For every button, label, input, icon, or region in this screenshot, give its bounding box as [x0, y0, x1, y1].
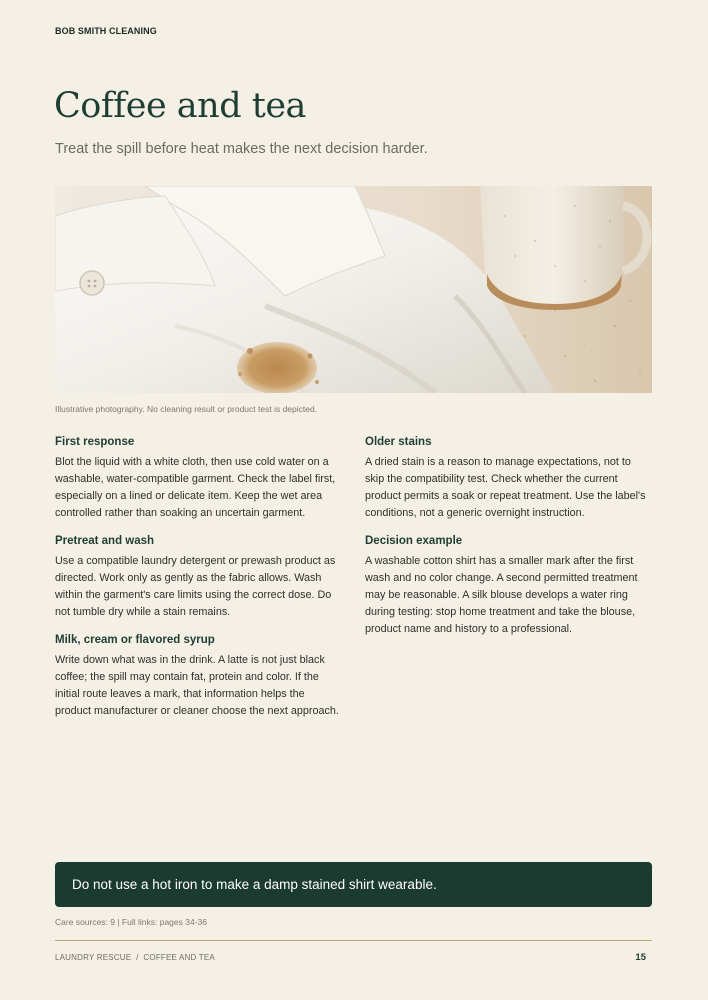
hero-photo	[55, 186, 652, 393]
footer-breadcrumb: LAUNDRY RESCUE / COFFEE AND TEA	[55, 953, 215, 962]
brand-name: BOB SMITH CLEANING	[55, 26, 157, 36]
section-heading-milk: Milk, cream or flavored syrup	[55, 634, 215, 646]
section-body-pretreat: Use a compatible laundry detergent or prewash product as directed. Work only as gently as the fabric allows. Wash within the garment's care limits using the correct dose. Do not tumble dry while a stain remains.	[55, 555, 336, 618]
section-heading-first-response: First response	[55, 436, 135, 448]
page-number: 15	[635, 952, 646, 963]
section-body-older-stains: A dried stain is a reason to manage expectations, not to skip the compatibility test. Check whether the current product permits a soak or repeat treatment. Use the label's conditions, not a generic overnight instruction.	[365, 456, 646, 519]
warning-callout	[55, 862, 652, 907]
right-column	[365, 436, 653, 651]
page-subtitle: Treat the spill before heat makes the next decision harder.	[55, 141, 428, 157]
image-caption: Illustrative photography. No cleaning result or product test is depicted.	[55, 404, 318, 414]
section-body-decision-example: A washable cotton shirt has a smaller mark after the first wash and no color change. A second permitted treatment may be reasonable. A silk blouse develops a water ring during testing: stop home treatment and take the blouse, product name and history to a professional.	[365, 555, 638, 635]
sources-note: Care sources: 9 | Full links: pages 34-36	[55, 917, 207, 927]
section-body-milk: Write down what was in the drink. A latte is not just black coffee; the spill may contain fat, protein and color. If the initial route leaves a mark, that information helps the product manufacturer or cleaner choose the next approach.	[55, 654, 339, 717]
section-heading-older-stains: Older stains	[365, 436, 432, 448]
page-title: Coffee and tea	[54, 86, 306, 126]
section-heading-decision-example: Decision example	[365, 535, 463, 547]
section-body-first-response: Blot the liquid with a white cloth, then use cold water on a washable, water-compatible garment. Check the label first, especially on a lined or delicate item. Keep the wet area controlled rather than soaking an uncertain garment.	[55, 456, 336, 519]
left-column	[55, 436, 343, 733]
footer-divider	[55, 940, 652, 941]
section-heading-pretreat: Pretreat and wash	[55, 535, 155, 547]
callout-text: Do not use a hot iron to make a damp stained shirt wearable.	[72, 877, 437, 892]
